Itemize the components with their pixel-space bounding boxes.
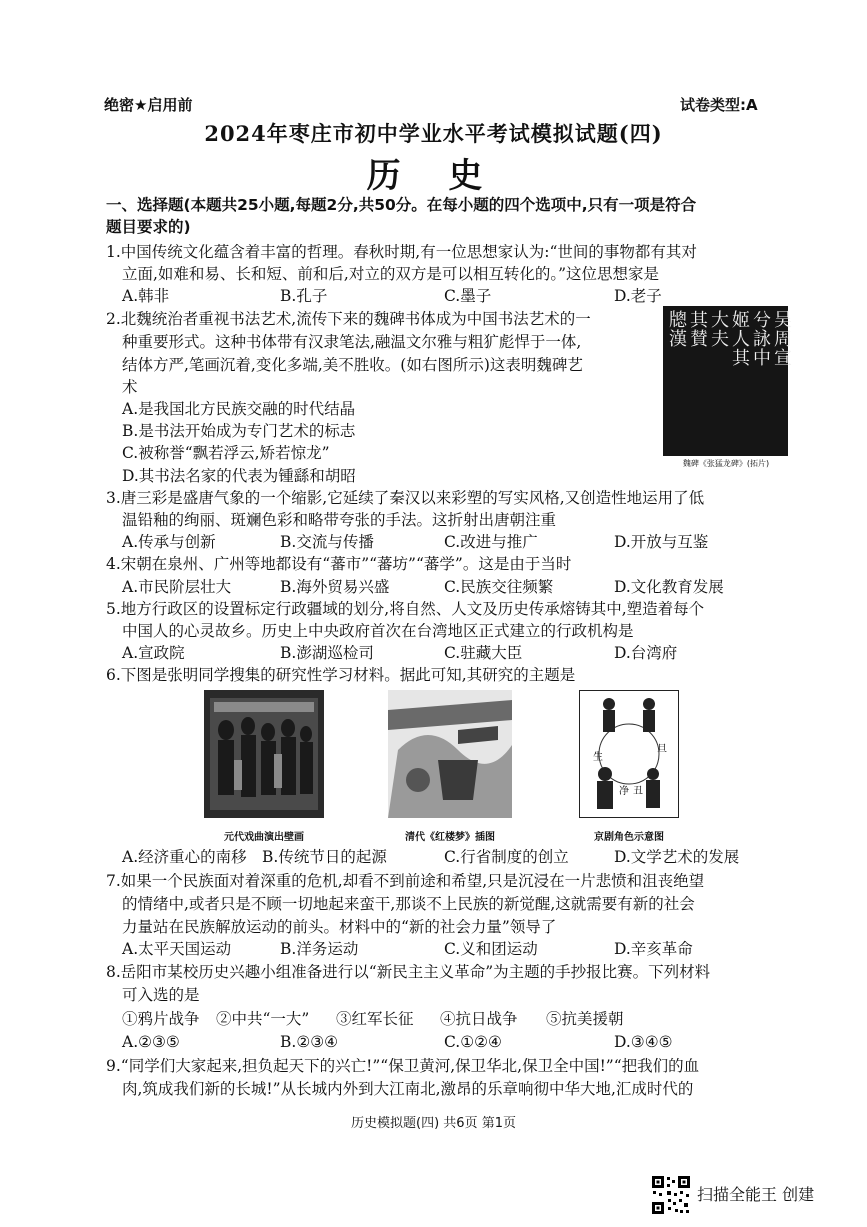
q6-option-a[interactable]: A.经济重心的南移 — [122, 848, 247, 866]
stele-rubbing-image — [663, 306, 792, 456]
q5-stem-line2: 中国人的心灵故乡。历史上中央政府首次在台湾地区正式建立的行政机构是 — [122, 622, 634, 640]
q8-item-2: ②中共“一大” — [216, 1010, 310, 1028]
q8-option-b[interactable]: B.②③④ — [280, 1033, 339, 1051]
paper-type-label: 试卷类型:A — [680, 96, 758, 114]
q7-option-d[interactable]: D.辛亥革命 — [614, 940, 693, 958]
q5-option-a[interactable]: A.宣政院 — [122, 644, 185, 662]
qr-code-icon — [651, 1175, 691, 1215]
page-footer: 历史模拟题(四) 共6页 第1页 — [351, 1116, 516, 1131]
q8-option-d[interactable]: D.③④⑤ — [614, 1033, 673, 1051]
q7-stem-line1: 7.如果一个民族面对着深重的危机,却看不到前途和希望,只是沉浸在一片悲愤和沮丧绝望 — [106, 872, 705, 890]
section-instruction-line1: 一、选择题(本题共25小题,每题2分,共50分。在每小题的四个选项中,只有一项是符合 — [106, 196, 697, 214]
q8-option-c[interactable]: C.①②④ — [444, 1033, 502, 1051]
q9-stem-line1: 9.“同学们大家起来,担负起天下的兴亡!”“保卫黄河,保卫华北,保卫全中国!”“把我们的血 — [106, 1057, 700, 1075]
q3-option-d[interactable]: D.开放与互鉴 — [614, 533, 709, 551]
q1-option-d[interactable]: D.老子 — [614, 287, 662, 305]
q6-option-b[interactable]: B.传统节日的起源 — [262, 848, 387, 866]
subject-title: 历 史 — [366, 156, 501, 196]
q8-options — [122, 1031, 673, 1053]
q2-stem-line3: 结体方严,笔画沉着,变化多端,美不胜收。(如右图所示)这表明魏碑艺 — [122, 356, 583, 374]
q7-option-c[interactable]: C.义和团运动 — [444, 940, 538, 958]
q2-stem-line1: 2.北魏统治者重视书法艺术,流传下来的魏碑书体成为中国书法艺术的一 — [106, 310, 591, 328]
q8-stem-line2: 可入选的是 — [122, 986, 200, 1004]
q2-option-c[interactable]: C.被称誉“飘若浮云,矫若惊龙” — [122, 444, 330, 462]
q5-options — [122, 642, 677, 664]
stele-column: 其賛 — [687, 310, 708, 348]
illustration-caption: 清代《红楼梦》插图 — [405, 832, 495, 843]
q7-stem-line2: 的情绪中,或者只是不顾一切地起来蛮干,那谈不上民族的新觉醒,这就需要有新的社会 — [122, 895, 695, 913]
q1-option-a[interactable]: A.韩非 — [122, 287, 170, 305]
q8-option-a[interactable]: A.②③⑤ — [122, 1033, 180, 1051]
q8-item-1: ①鸦片战争 — [122, 1010, 200, 1028]
q4-option-a[interactable]: A.市民阶层壮大 — [122, 578, 232, 596]
q8-item-3: ③红军长征 — [336, 1010, 414, 1028]
q8-items — [122, 1008, 624, 1030]
mural-image — [204, 690, 324, 818]
role-label-chou: 丑 — [633, 786, 643, 797]
q1-stem-line2: 立面,如难和易、长和短、前和后,对立的双方是可以相互转化的。”这位思想家是 — [122, 265, 660, 283]
exam-title: 2024年枣庄市初中学业水平考试模拟试题(四) — [204, 121, 663, 146]
q4-option-d[interactable]: D.文化教育发展 — [614, 578, 724, 596]
role-label-jing: 净 — [619, 786, 629, 797]
q3-option-a[interactable]: A.传承与创新 — [122, 533, 216, 551]
q4-option-c[interactable]: C.民族交往频繁 — [444, 578, 554, 596]
q3-option-c[interactable]: C.改进与推广 — [444, 533, 538, 551]
q3-stem-line2: 温铅釉的绚丽、斑斓色彩和略带夸张的手法。这折射出唐朝注重 — [122, 511, 557, 529]
q3-option-b[interactable]: B.交流与传播 — [280, 533, 374, 551]
q6-stem-line1: 6.下图是张明同学搜集的研究性学习材料。据此可知,其研究的主题是 — [106, 666, 576, 684]
stele-column: 大夫 — [708, 310, 729, 348]
opera-roles-caption: 京剧角色示意图 — [594, 832, 664, 843]
mural-caption: 元代戏曲演出壁画 — [224, 832, 304, 843]
q1-stem-line1: 1.中国传统文化蕴含着丰富的哲理。春秋时期,有一位思想家认为:“世间的事物都有其对 — [106, 243, 697, 261]
role-label-dan: 旦 — [657, 744, 667, 755]
q1-option-b[interactable]: B.孔子 — [280, 287, 328, 305]
q7-option-b[interactable]: B.洋务运动 — [280, 940, 359, 958]
q2-option-d[interactable]: D.其书法名家的代表为锺繇和胡昭 — [122, 467, 356, 485]
q2-option-a[interactable]: A.是我国北方民族交融的时代结晶 — [122, 400, 356, 418]
q5-option-c[interactable]: C.驻藏大臣 — [444, 644, 523, 662]
q6-options — [122, 846, 739, 868]
scanner-watermark: 扫描全能王 创建 — [697, 1185, 815, 1204]
role-label-sheng: 生 — [593, 752, 603, 763]
q3-options — [122, 531, 708, 553]
stele-caption: 魏碑《张猛龙碑》(拓片) — [682, 459, 770, 468]
q5-option-b[interactable]: B.澎湖巡检司 — [280, 644, 374, 662]
q8-stem-line1: 8.岳阳市某校历史兴趣小组准备进行以“新民主主义革命”为主题的手抄报比赛。下列材料 — [106, 963, 711, 981]
q5-option-d[interactable]: D.台湾府 — [614, 644, 678, 662]
q4-stem-line1: 4.宋朝在泉州、广州等地都设有“蕃市”“蕃坊”“蕃学”。这是由于当时 — [106, 555, 572, 573]
q1-options — [122, 285, 662, 307]
stele-column: 兮詠中 — [750, 310, 771, 367]
stele-column: 牕漢 — [666, 310, 687, 348]
q8-item-5: ⑤抗美援朝 — [546, 1010, 624, 1028]
q6-option-d[interactable]: D.文学艺术的发展 — [614, 848, 740, 866]
q8-item-4: ④抗日战争 — [440, 1010, 518, 1028]
q7-options — [122, 938, 693, 960]
q6-option-c[interactable]: C.行省制度的创立 — [444, 848, 569, 866]
q4-options — [122, 576, 724, 598]
q2-stem-line2: 种重要形式。这种书体带有汉隶笔法,融温文尔雅与粗犷彪悍于一体, — [122, 333, 582, 351]
q7-option-a[interactable]: A.太平天国运动 — [122, 940, 232, 958]
opera-roles-image — [579, 690, 679, 818]
q9-stem-line2: 肉,筑成我们新的长城!”从长城内外到大江南北,激昂的乐章响彻中华大地,汇成时代的 — [122, 1080, 694, 1098]
q5-stem-line1: 5.地方行政区的设置标定行政疆域的划分,将自然、人文及历史传承熔铸其中,塑造着每个 — [106, 600, 705, 618]
stele-column: 姬人其 — [729, 310, 750, 367]
q1-option-c[interactable]: C.墨子 — [444, 287, 492, 305]
q3-stem-line1: 3.唐三彩是盛唐气象的一个缩影,它延续了秦汉以来彩塑的写实风格,又创造性地运用了低 — [106, 489, 705, 507]
q2-option-b[interactable]: B.是书法开始成为专门艺术的标志 — [122, 422, 356, 440]
q4-option-b[interactable]: B.海外贸易兴盛 — [280, 578, 390, 596]
q7-stem-line3: 力量站在民族解放运动的前头。材料中的“新的社会力量”领导了 — [122, 918, 557, 936]
illustration-image — [388, 690, 512, 818]
secret-label: 绝密★启用前 — [104, 96, 193, 114]
q2-stem-line4: 术 — [122, 378, 138, 396]
section-instruction-line2: 题目要求的) — [106, 218, 191, 236]
stele-column: 吴周宣 — [771, 310, 792, 367]
